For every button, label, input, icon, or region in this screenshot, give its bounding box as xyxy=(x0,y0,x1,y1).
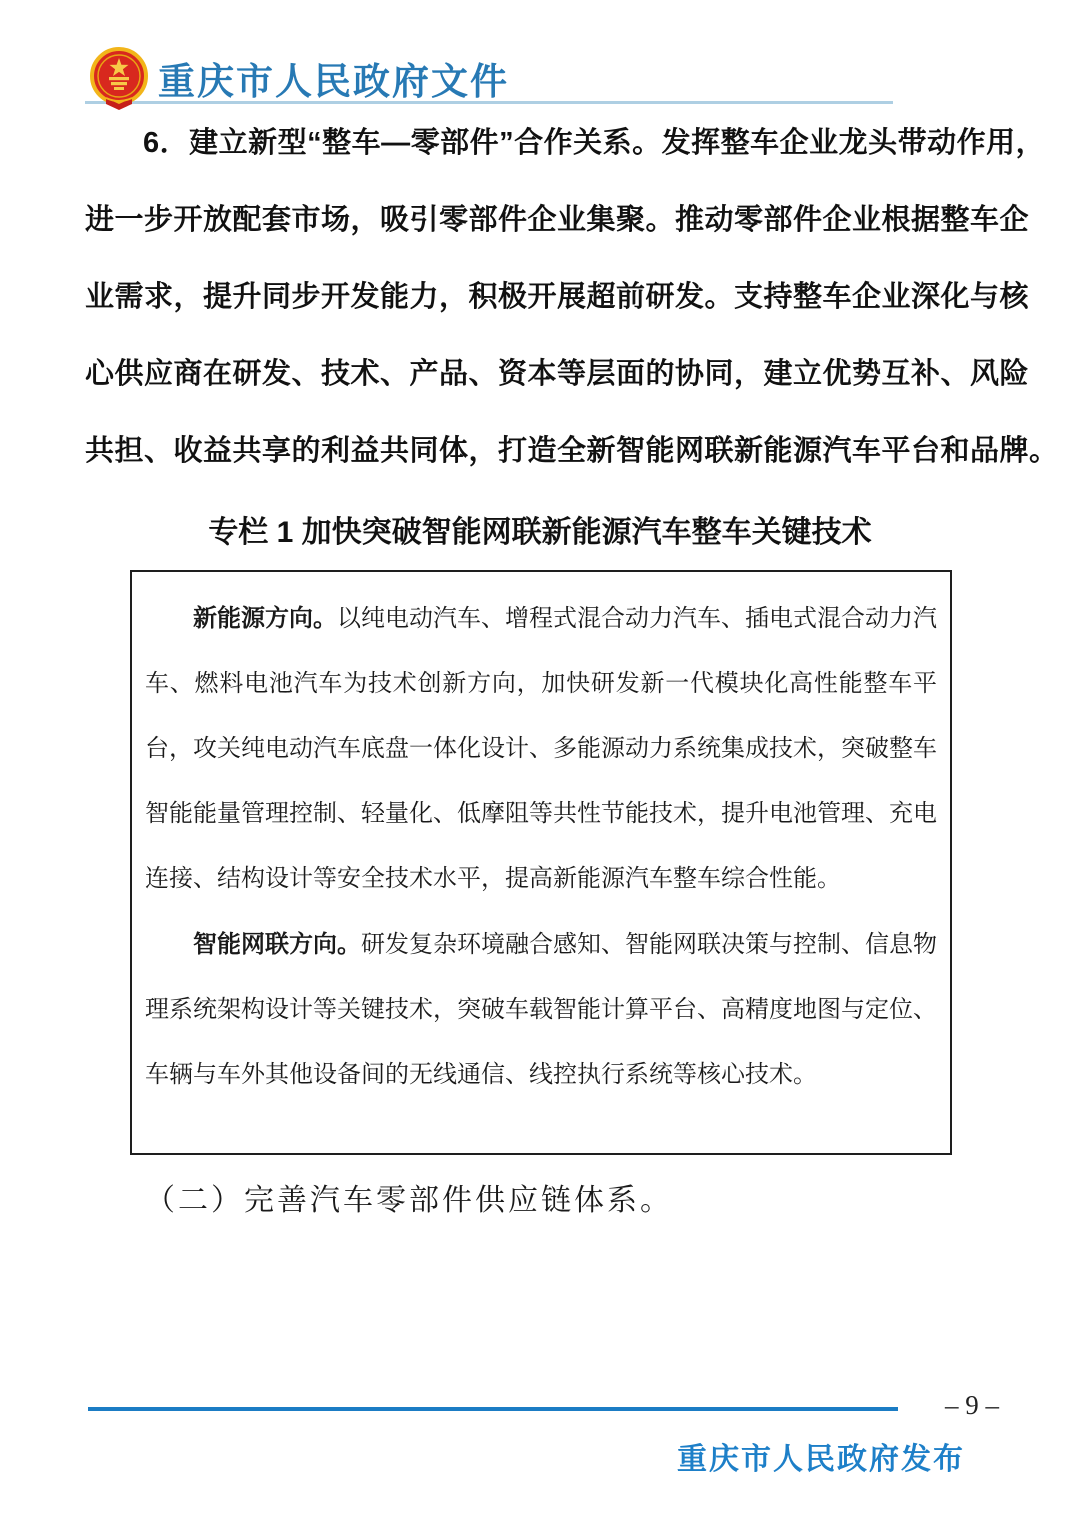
column-paragraph-intelligent-connected xyxy=(145,912,937,1108)
document-header-title: 重庆市人民政府文件 xyxy=(158,61,509,102)
section-subheading: （二）完善汽车零部件供应链体系。 xyxy=(145,1184,673,1217)
national-emblem-icon xyxy=(88,46,150,110)
publisher-label: 重庆市人民政府发布 xyxy=(677,1443,965,1476)
column-paragraph-text: 以纯电动汽车、增程式混合动力汽车、插电式混合动力汽车、燃料电池汽车为技术创新方向，加快研发新一代模块化高性能整车平台，攻关纯电动汽车底盘一体化设计、多能源动力系统集成技术，突破整车智能能量管理控制、轻量化、低摩阻等共性节能技术，提升电池管理、充电连接、结构设计等安全技术水平，提高新能源汽车整车综合性能。 xyxy=(145,606,937,892)
document-header xyxy=(88,46,509,110)
page-number: – 9 – xyxy=(945,1390,999,1420)
paragraph-line: 6．建立新型“整车—零部件”合作关系。发挥整车企业龙头带动作用， xyxy=(143,127,1046,159)
column-paragraph-lead: 新能源方向。 xyxy=(193,605,337,632)
column-paragraph-new-energy xyxy=(145,586,937,912)
paragraph-line: 进一步开放配套市场，吸引零部件企业集聚。推动零部件企业根据整车企 xyxy=(85,204,1030,236)
main-paragraph xyxy=(85,105,1059,490)
column-box xyxy=(130,570,952,1155)
paragraph-line: 共担、收益共享的利益共同体，打造全新智能网联新能源汽车平台和品牌。 xyxy=(85,435,1059,467)
column-paragraph-lead: 智能网联方向。 xyxy=(193,931,361,958)
footer-divider-line xyxy=(88,1407,898,1411)
paragraph-line: 业需求，提升同步开发能力，积极开展超前研发。支持整车企业深化与核 xyxy=(85,281,1030,313)
paragraph-line: 心供应商在研发、技术、产品、资本等层面的协同，建立优势互补、风险 xyxy=(85,358,1030,390)
column-title: 专栏 1 加快突破智能网联新能源汽车整车关键技术 xyxy=(208,516,872,549)
column-paragraph-text: 研发复杂环境融合感知、智能网联决策与控制、信息物理系统架构设计等关键技术，突破车载智能计算平台、高精度地图与定位、车辆与车外其他设备间的无线通信、线控执行系统等核心技术。 xyxy=(145,932,937,1088)
